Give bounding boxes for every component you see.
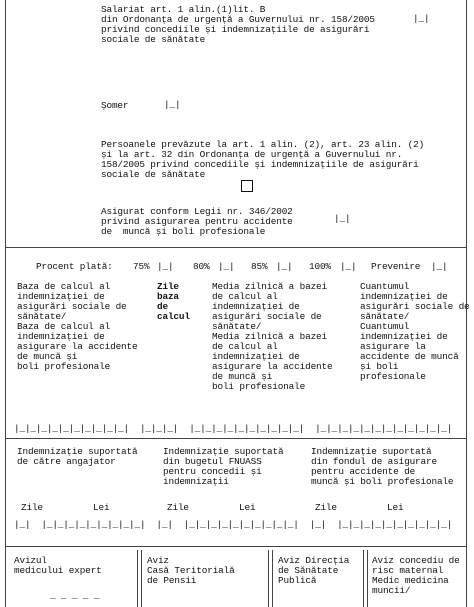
aviz-medic-expert-dashes: _ _ _ _ _ [50, 590, 100, 601]
procent-checkbox-75[interactable]: |_| [157, 261, 174, 272]
procent-option-85: 85% [251, 261, 268, 272]
lei-label-1: Lei [93, 502, 110, 513]
baza-col-baza: Baza de calcul al indemnizației de asigurări sociale de sănătate/ Baza de calcul al indemnizației de asigurare la accidente de muncă și boli profesionale [17, 281, 138, 372]
procent-option-80: 80% [193, 261, 210, 272]
baza-col-media: Media zilnică a bazei de calcul al indemnizației de asigurări sociale de sănătate/ Media zilnică a bazei de calcul al indemnizației de asigurare la accidente de muncă și boli profesionale [212, 281, 333, 392]
avize-divider-2b [272, 550, 273, 607]
avize-divider-3b [367, 550, 368, 607]
procent-option-100: 100% [309, 261, 331, 272]
persoane-text: Persoanele prevăzute la art. 1 alin. (2), art. 23 alin. (2) și la art. 32 din Ordonanța de urgență a Guvernului nr. 158/2005 privind concediile și indemnizațiile de asigurări sociale de sănătate [101, 139, 425, 180]
separator-avize [5, 546, 466, 547]
suportata-angajator: Indemnizație suportată de către angajator [17, 446, 138, 467]
left-border [5, 0, 6, 607]
somer-label: Șomer [101, 100, 129, 111]
separator-suportata [5, 438, 466, 439]
separator-procent [5, 247, 466, 248]
aviz-casa-pensii: Aviz Casă Teritorială de Pensii [147, 555, 235, 586]
procent-label: Procent plată: [36, 261, 113, 272]
lei-label-2: Lei [239, 502, 256, 513]
zile-label-2: Zile [167, 502, 189, 513]
lei-label-3: Lei [387, 502, 404, 513]
persoane-checkbox[interactable] [241, 180, 253, 192]
procent-checkbox-100[interactable]: |_| [340, 261, 357, 272]
digit-row-1[interactable]: |_|_|_|_|_|_|_|_|_|_| |_|_|_| |_|_|_|_|_|_|_|_|_|_| |_|_|_|_|_|_|_|_|_|_|_|_| [14, 423, 453, 434]
asigurat-text: Asigurat conform Legii nr. 346/2002 privind asigurarea pentru accidente de muncă și boli profesionale [101, 206, 293, 237]
zile-label-1: Zile [21, 502, 43, 513]
aviz-risc-maternal: Aviz concediu de risc maternal Medic medicina muncii/ [372, 555, 460, 596]
somer-checkbox[interactable]: |_| [164, 99, 181, 110]
prevenire-label: Prevenire [371, 261, 421, 272]
avize-divider-3a [363, 550, 364, 607]
baza-col-cuantum: Cuantumul indemnizației de asigurări sociale de sănătate/ Cuantumul indemnizației de asigurare la accidente de muncă și boli profesionale [360, 281, 470, 382]
suportata-fnuass: Indemnizație suportată din bugetul FNUASS pentru concedii și indemnizații [163, 446, 284, 487]
avize-divider-2a [268, 550, 269, 607]
procent-checkbox-80[interactable]: |_| [218, 261, 235, 272]
suportata-fond-accidente: Indemnizație suportată din fondul de asigurare pentru accidente de muncă și boli profesionale [311, 446, 454, 487]
procent-option-75: 75% [133, 261, 150, 272]
prevenire-checkbox[interactable]: |_| [431, 261, 448, 272]
digit-row-2[interactable]: |_| |_|_|_|_|_|_|_|_|_| |_| |_|_|_|_|_|_|_|_|_|_| |_| |_|_|_|_|_|_|_|_|_|_| [14, 519, 453, 530]
salariat-text: Salariat art. 1 alin.(1)lit. B din Ordonanța de urgență a Guvernului nr. 158/2005 privind concediile și indemnizațiile de asigurări sociale de sănătate [101, 4, 375, 45]
aviz-directia-sanatate: Aviz Direcția de Sănătate Publică [278, 555, 350, 586]
avize-divider-1b [141, 550, 142, 607]
aviz-medic-expert: Avizul medicului expert [14, 555, 102, 576]
zile-label-3: Zile [315, 502, 337, 513]
salariat-checkbox[interactable]: |_| [413, 13, 430, 24]
baza-col-zile: Zile baza de calcul [157, 281, 190, 322]
procent-checkbox-85[interactable]: |_| [276, 261, 293, 272]
asigurat-checkbox[interactable]: |_| [334, 213, 351, 224]
avize-divider-1a [137, 550, 138, 607]
